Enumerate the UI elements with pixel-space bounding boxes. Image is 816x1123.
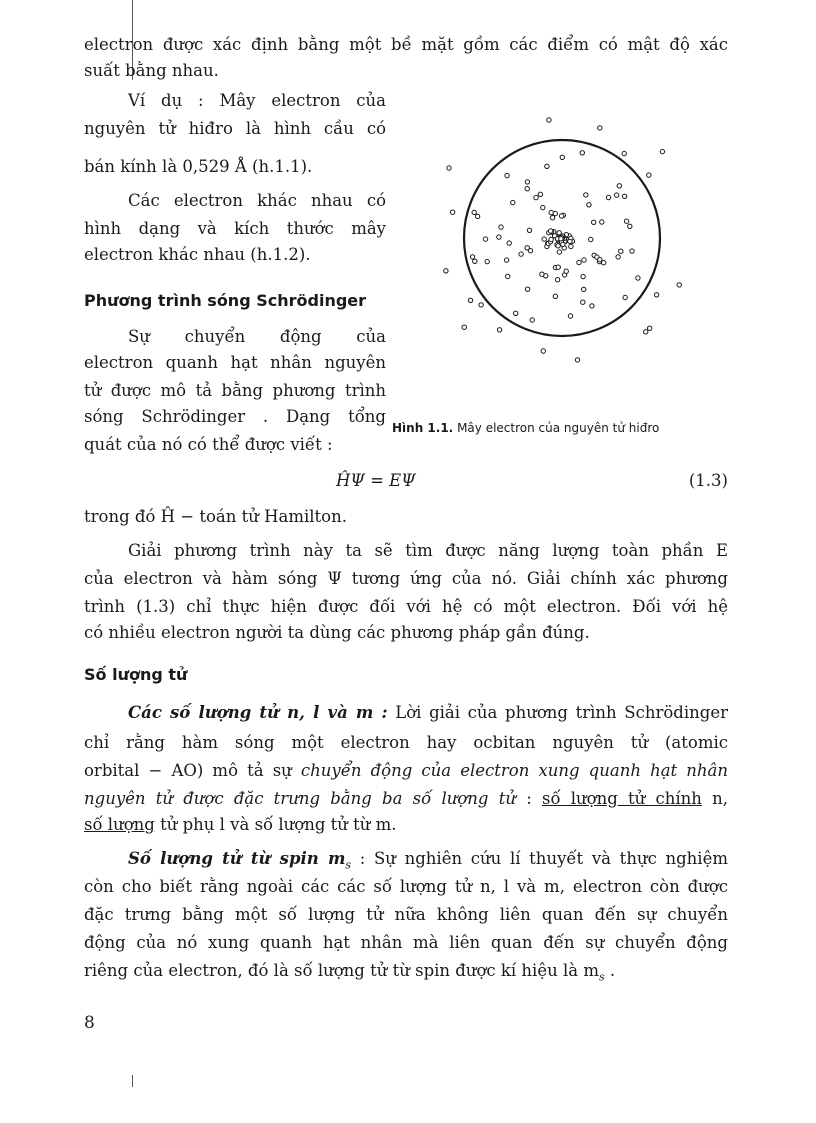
electron-dot — [600, 220, 604, 224]
electron-dot — [592, 220, 596, 224]
electron-dot — [468, 298, 472, 302]
scan-artifact-mark — [132, 1075, 133, 1087]
electron-dot — [575, 358, 579, 362]
text-line — [84, 788, 728, 810]
electron-dot — [450, 210, 454, 214]
figure-label: Hình 1.1. — [392, 421, 454, 435]
subscript: s — [598, 970, 605, 984]
text-line: nguyên tử hiđro là hình cầu có — [84, 119, 386, 138]
electron-dot — [497, 235, 501, 239]
electron-dot — [622, 194, 626, 198]
subscript: s — [345, 858, 352, 872]
electron-dot — [525, 287, 529, 291]
text-line: có nhiều electron người ta dùng các phương pháp gần đúng. — [84, 623, 590, 642]
electron-dot — [525, 246, 529, 250]
electron-dot — [497, 328, 501, 332]
text-line: electron khác nhau (h.1.2). — [84, 245, 311, 264]
electron-dot — [525, 187, 529, 191]
text-line: quát của nó có thể được viết : — [84, 435, 333, 454]
electron-dot — [483, 237, 487, 241]
electron-dot — [677, 283, 681, 287]
electron-dot — [547, 118, 551, 122]
equation-number: (1.3) — [688, 471, 728, 490]
electron-dot — [622, 151, 626, 155]
electron-dot — [636, 276, 640, 280]
electron-dot — [624, 219, 628, 223]
electron-dot — [472, 210, 476, 214]
electron-dot — [559, 237, 563, 241]
electron-dot — [542, 237, 546, 241]
electron-dot — [525, 180, 529, 184]
electron-dot — [647, 173, 651, 177]
page-number: 8 — [84, 1013, 95, 1033]
text-run: n, — [701, 789, 728, 808]
electron-dot — [507, 241, 511, 245]
electron-dot — [628, 224, 632, 228]
electron-dot — [549, 237, 553, 241]
text-line: Các electron khác nhau có — [128, 191, 386, 210]
electron-dot — [630, 249, 634, 253]
electron-dot — [444, 269, 448, 273]
text-line — [128, 848, 728, 876]
electron-dot — [584, 193, 588, 197]
electron-dot — [514, 311, 518, 315]
electron-dot — [568, 314, 572, 318]
term-spin: Số lượng tử từ spin m — [128, 849, 346, 868]
text-run: riêng của electron, đó là số lượng tử từ spin được kí hiệu là m — [84, 961, 599, 980]
electron-dot — [560, 155, 564, 159]
electron-dot — [561, 242, 565, 246]
italic-run: chuyển động của electron xung quanh hạt nhân — [300, 761, 728, 780]
electron-dots — [444, 118, 682, 362]
electron-dot — [447, 166, 451, 170]
text-line — [84, 814, 728, 836]
text-run: : Sự nghiên cứu lí thuyết và thực nghiệm — [351, 849, 728, 868]
text-line: suất bằng nhau. — [84, 61, 219, 80]
text-line: Ví dụ : Mây electron của — [128, 91, 386, 110]
electron-dot — [648, 326, 652, 330]
text-line: của electron và hàm sóng Ψ tương ứng của nó. Giải chính xác phương — [84, 569, 728, 588]
text-line: Giải phương trình này ta sẽ tìm được năng lượng toàn phần E — [128, 541, 728, 560]
text-run: orbital − AO) mô tả sự — [84, 761, 301, 780]
electron-dot — [462, 325, 466, 329]
electron-cloud-diagram — [420, 108, 710, 388]
electron-dot — [598, 258, 602, 262]
electron-dot — [582, 287, 586, 291]
text-line: bán kính là 0,529 Å (h.1.1). — [84, 157, 313, 176]
electron-dot — [602, 261, 606, 265]
text-run: : — [515, 789, 542, 808]
text-line: đặc trưng bằng một số lượng tử nữa không liên quan đến sự chuyển — [84, 905, 728, 924]
electron-dot — [623, 295, 627, 299]
electron-dot — [504, 258, 508, 262]
electron-dot — [581, 300, 585, 304]
electron-dot — [519, 252, 523, 256]
text-line — [84, 760, 728, 782]
electron-dot — [545, 164, 549, 168]
schrodinger-equation: ĤΨ = EΨ — [336, 471, 416, 490]
electron-dot — [553, 294, 557, 298]
text-line: tử được mô tả bằng phương trình — [84, 381, 386, 400]
electron-dot — [615, 193, 619, 197]
electron-dot — [527, 228, 531, 232]
text-line: hình dạng và kích thước mây — [84, 219, 386, 238]
electron-dot — [589, 237, 593, 241]
text-run: Lời giải của phương trình Schrödinger — [387, 703, 728, 722]
electron-dot — [581, 274, 585, 278]
electron-dot — [598, 126, 602, 130]
text-line: trình (1.3) chỉ thực hiện được đối với hệ có một electron. Đối với hệ — [84, 597, 728, 616]
electron-dot — [557, 250, 561, 254]
electron-dot — [553, 211, 557, 215]
electron-dot — [616, 255, 620, 259]
electron-dot — [587, 203, 591, 207]
figure-caption-text: Mây electron của nguyên tử hiđro — [457, 421, 660, 435]
italic-run: nguyên tử được đặc trưng bằng ba số lượng tử — [84, 789, 516, 808]
text-line: động của nó xung quanh hạt nhân mà liên quan đến sự chuyển động — [84, 933, 728, 952]
electron-dot — [606, 195, 610, 199]
electron-dot — [499, 225, 503, 229]
electron-dot — [556, 244, 560, 248]
electron-dot — [619, 249, 623, 253]
electron-dot — [548, 229, 552, 233]
electron-dot — [654, 293, 658, 297]
electron-dot — [569, 244, 573, 248]
text-line: sóng Schrödinger . Dạng tổng — [84, 407, 386, 426]
text-run: . — [604, 961, 616, 980]
electron-dot — [577, 260, 581, 264]
electron-dot — [506, 274, 510, 278]
text-line: trong đó Ĥ − toán tử Hamilton. — [84, 507, 347, 526]
electron-dot — [534, 195, 538, 199]
electron-dot — [505, 173, 509, 177]
electron-dot — [617, 184, 621, 188]
electron-dot — [564, 269, 568, 273]
text-line: chỉ rằng hàm sóng một electron hay ocbitan nguyên tử (atomic — [84, 733, 728, 752]
electron-dot — [541, 349, 545, 353]
electron-dot — [485, 259, 489, 263]
text-line: electron được xác định bằng một bề mặt gồm các điểm có mật độ xác — [84, 35, 728, 54]
section-heading: Số lượng tử — [84, 665, 188, 684]
electron-dot — [568, 239, 572, 243]
electron-dot — [580, 151, 584, 155]
text-line: Sự chuyển động của — [128, 327, 386, 346]
electron-dot — [644, 330, 648, 334]
electron-dot — [555, 278, 559, 282]
electron-dot — [550, 216, 554, 220]
electron-cloud-figure — [420, 108, 710, 388]
figure-caption — [392, 419, 659, 437]
electron-dot — [540, 272, 544, 276]
electron-dot — [479, 303, 483, 307]
electron-dot — [660, 149, 664, 153]
electron-dot — [470, 255, 474, 259]
text-line: còn cho biết rằng ngoài các các số lượng tử n, l và m, electron còn được — [84, 877, 728, 896]
electron-dot — [475, 214, 479, 218]
underlined-run: số lượng tử chính — [541, 789, 702, 808]
text-run: tử phụ l và số lượng tử từ m. — [154, 815, 397, 834]
text-line — [84, 960, 728, 988]
text-line: electron quanh hạt nhân nguyên — [84, 353, 386, 372]
electron-dot — [511, 200, 515, 204]
underlined-run: số lượng — [84, 815, 155, 834]
electron-dot — [538, 192, 542, 196]
electron-dot — [541, 205, 545, 209]
term-quantum-numbers: Các số lượng tử n, l và m : — [128, 703, 388, 722]
electron-dot — [590, 304, 594, 308]
electron-dot — [556, 265, 560, 269]
electron-dot — [473, 259, 477, 263]
electron-dot — [530, 318, 534, 322]
section-heading: Phương trình sóng Schrödinger — [84, 291, 367, 310]
text-line — [128, 702, 728, 724]
electron-dot — [582, 258, 586, 262]
electron-dot — [559, 214, 563, 218]
